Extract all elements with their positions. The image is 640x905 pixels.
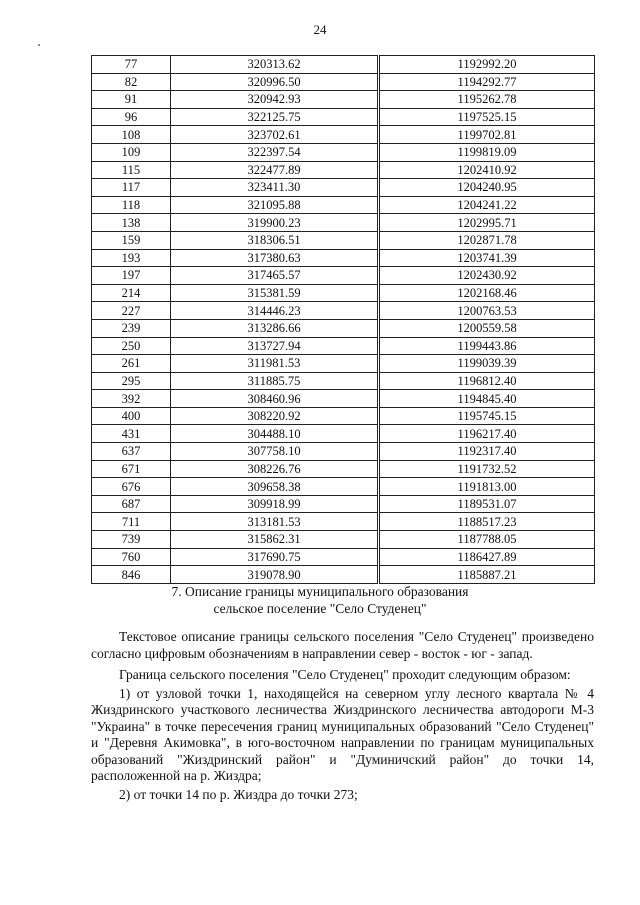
x-coordinate-cell: 309658.38 [171,478,379,496]
point-number-cell: 760 [92,548,171,566]
boundary-description [91,629,594,808]
point-number-cell: 109 [92,143,171,161]
x-coordinate-cell: 315862.31 [171,531,379,549]
coordinates-table-body [92,56,595,584]
table-row [92,425,595,443]
y-coordinate-cell: 1202871.78 [379,231,595,249]
point-number-cell: 239 [92,319,171,337]
point-number-cell: 138 [92,214,171,232]
table-row [92,143,595,161]
y-coordinate-cell: 1196812.40 [379,372,595,390]
y-coordinate-cell: 1191813.00 [379,478,595,496]
point-number-cell: 108 [92,126,171,144]
table-row [92,443,595,461]
scan-speck [38,44,40,46]
table-row [92,372,595,390]
y-coordinate-cell: 1188517.23 [379,513,595,531]
point-number-cell: 96 [92,108,171,126]
x-coordinate-cell: 308460.96 [171,390,379,408]
y-coordinate-cell: 1200559.58 [379,319,595,337]
coordinates-table [91,55,595,584]
x-coordinate-cell: 317690.75 [171,548,379,566]
table-row [92,302,595,320]
point-number-cell: 431 [92,425,171,443]
y-coordinate-cell: 1199819.09 [379,143,595,161]
point-number-cell: 82 [92,73,171,91]
point-number-cell: 77 [92,56,171,74]
y-coordinate-cell: 1187788.05 [379,531,595,549]
y-coordinate-cell: 1199702.81 [379,126,595,144]
x-coordinate-cell: 323411.30 [171,179,379,197]
x-coordinate-cell: 309918.99 [171,495,379,513]
x-coordinate-cell: 304488.10 [171,425,379,443]
boundary-step-1: 1) от узловой точки 1, находящейся на северном углу лесного квартала № 4 Жиздринского участкового лесничества Жиздринского лесничества автодороги М-3 "Украина" в точке пересечения границ муниципальных образований "Село Студенец" и "Деревня Акимовка", в юго-восточном направлении по границам муниципальных образований "Жиздринский район" и "Думиничский район" до точки 14, расположенной на р. Жиздра; [91,685,594,783]
table-row [92,495,595,513]
table-row [92,56,595,74]
boundary-step-2: 2) от точки 14 по р. Жиздра до точки 273; [119,786,358,802]
boundary-lead-paragraph: Граница сельского поселения "Село Студенец" проходит следующим образом: [119,667,571,682]
point-number-cell: 261 [92,355,171,373]
section-title [0,583,640,617]
point-number-cell: 400 [92,407,171,425]
table-row [92,390,595,408]
table-row [92,407,595,425]
x-coordinate-cell: 314446.23 [171,302,379,320]
y-coordinate-cell: 1194845.40 [379,390,595,408]
point-number-cell: 115 [92,161,171,179]
y-coordinate-cell: 1195262.78 [379,91,595,109]
y-coordinate-cell: 1195745.15 [379,407,595,425]
y-coordinate-cell: 1202410.92 [379,161,595,179]
x-coordinate-cell: 320313.62 [171,56,379,74]
point-number-cell: 159 [92,231,171,249]
point-number-cell: 91 [92,91,171,109]
table-row [92,249,595,267]
y-coordinate-cell: 1194292.77 [379,73,595,91]
point-number-cell: 227 [92,302,171,320]
y-coordinate-cell: 1204241.22 [379,196,595,214]
point-number-cell: 637 [92,443,171,461]
table-row [92,548,595,566]
table-row [92,513,595,531]
table-row [92,531,595,549]
y-coordinate-cell: 1197525.15 [379,108,595,126]
y-coordinate-cell: 1191732.52 [379,460,595,478]
point-number-cell: 392 [92,390,171,408]
x-coordinate-cell: 317465.57 [171,267,379,285]
x-coordinate-cell: 313181.53 [171,513,379,531]
table-row [92,355,595,373]
y-coordinate-cell: 1199039.39 [379,355,595,373]
point-number-cell: 214 [92,284,171,302]
y-coordinate-cell: 1203741.39 [379,249,595,267]
table-row [92,231,595,249]
y-coordinate-cell: 1192992.20 [379,56,595,74]
table-row [92,196,595,214]
y-coordinate-cell: 1192317.40 [379,443,595,461]
point-number-cell: 117 [92,179,171,197]
x-coordinate-cell: 322125.75 [171,108,379,126]
y-coordinate-cell: 1186427.89 [379,548,595,566]
x-coordinate-cell: 311885.75 [171,372,379,390]
y-coordinate-cell: 1196217.40 [379,425,595,443]
table-row [92,267,595,285]
intro-paragraph: Текстовое описание границы сельского поселения "Село Студенец" произведено согласно цифровым обозначениям в направлении север - восток - юг - запад. [91,629,594,661]
section-title-line-2: сельское поселение "Село Студенец" [213,601,427,616]
x-coordinate-cell: 322477.89 [171,161,379,179]
table-row [92,214,595,232]
table-row [92,337,595,355]
x-coordinate-cell: 320996.50 [171,73,379,91]
table-row [92,73,595,91]
point-number-cell: 671 [92,460,171,478]
x-coordinate-cell: 313727.94 [171,337,379,355]
table-row [92,161,595,179]
point-number-cell: 687 [92,495,171,513]
point-number-cell: 197 [92,267,171,285]
point-number-cell: 846 [92,566,171,584]
point-number-cell: 739 [92,531,171,549]
page-number: 24 [313,22,327,37]
x-coordinate-cell: 318306.51 [171,231,379,249]
x-coordinate-cell: 308226.76 [171,460,379,478]
x-coordinate-cell: 322397.54 [171,143,379,161]
y-coordinate-cell: 1204240.95 [379,179,595,197]
table-row [92,108,595,126]
y-coordinate-cell: 1202168.46 [379,284,595,302]
point-number-cell: 711 [92,513,171,531]
table-row [92,179,595,197]
y-coordinate-cell: 1185887.21 [379,566,595,584]
section-title-line-1: 7. Описание границы муниципального образования [171,584,469,599]
x-coordinate-cell: 319900.23 [171,214,379,232]
x-coordinate-cell: 321095.88 [171,196,379,214]
table-row [92,126,595,144]
x-coordinate-cell: 317380.63 [171,249,379,267]
point-number-cell: 250 [92,337,171,355]
y-coordinate-cell: 1199443.86 [379,337,595,355]
table-row [92,460,595,478]
table-row [92,284,595,302]
x-coordinate-cell: 315381.59 [171,284,379,302]
x-coordinate-cell: 313286.66 [171,319,379,337]
y-coordinate-cell: 1202995.71 [379,214,595,232]
table-row [92,319,595,337]
y-coordinate-cell: 1202430.92 [379,267,595,285]
x-coordinate-cell: 319078.90 [171,566,379,584]
point-number-cell: 295 [92,372,171,390]
x-coordinate-cell: 307758.10 [171,443,379,461]
x-coordinate-cell: 320942.93 [171,91,379,109]
table-row [92,91,595,109]
x-coordinate-cell: 323702.61 [171,126,379,144]
x-coordinate-cell: 308220.92 [171,407,379,425]
table-row [92,478,595,496]
point-number-cell: 193 [92,249,171,267]
table-row [92,566,595,584]
point-number-cell: 118 [92,196,171,214]
point-number-cell: 676 [92,478,171,496]
y-coordinate-cell: 1189531.07 [379,495,595,513]
y-coordinate-cell: 1200763.53 [379,302,595,320]
x-coordinate-cell: 311981.53 [171,355,379,373]
